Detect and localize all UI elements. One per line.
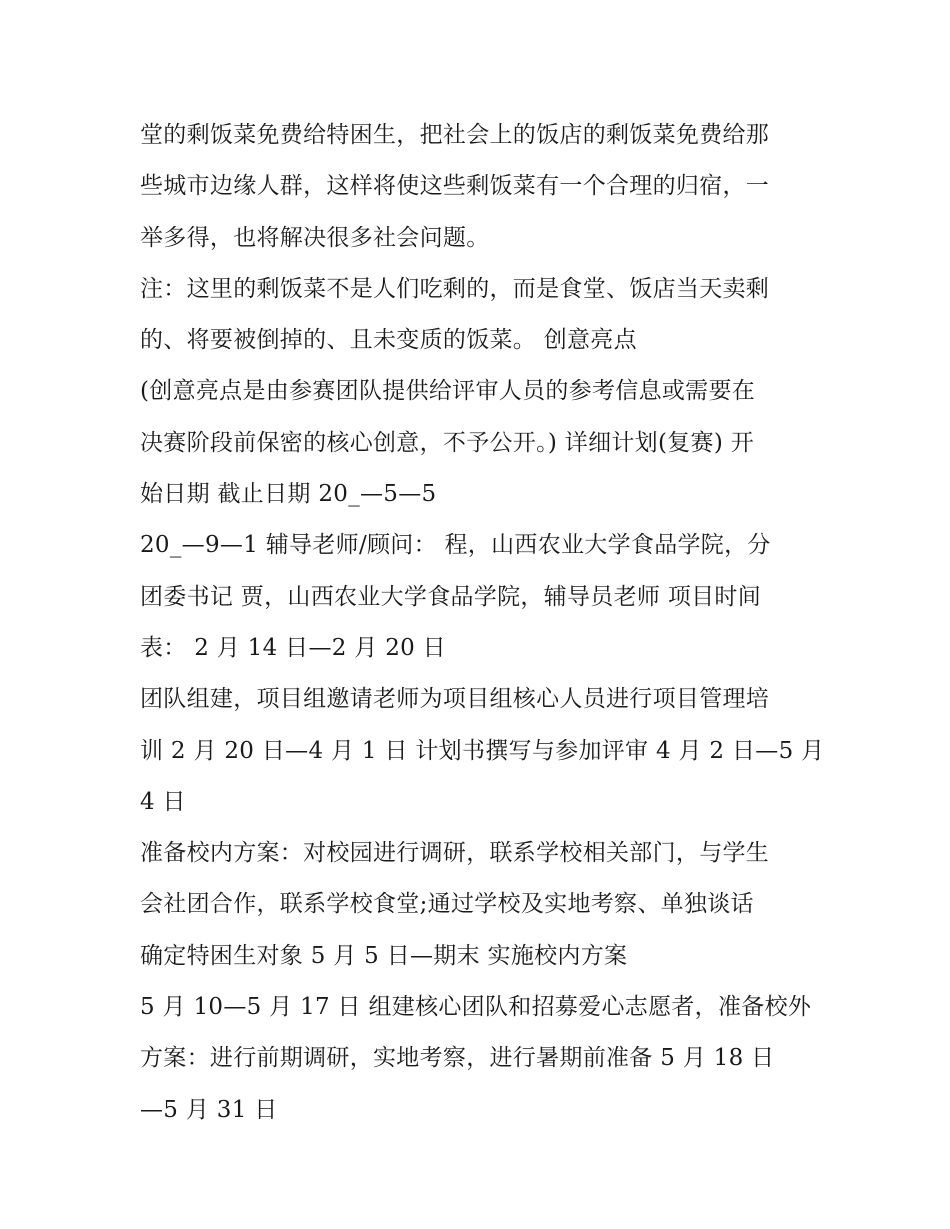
text-line: 的、将要被倒掉的、且未变质的饭菜。 创意亮点 bbox=[140, 327, 637, 354]
text-line: 团委书记 贾，山西农业大学食品学院，辅导员老师 项目时间 bbox=[140, 583, 762, 610]
text-line: 注：这里的剩饭菜不是人们吃剩的，而是食堂、饭店当天卖剩 bbox=[140, 275, 770, 302]
text-line: 决赛阶段前保密的核心创意，不予公开。) 详细计划(复赛) 开 bbox=[140, 429, 755, 456]
text-line: 训 2 月 20 日—4 月 1 日 计划书撰写与参加评审 4 月 2 日—5 月 bbox=[140, 737, 825, 764]
text-line: 方案：进行前期调研，实地考察，进行暑期前准备 5 月 18 日 bbox=[140, 1045, 775, 1072]
text-line: 会社团合作，联系学校食堂;通过学校及实地考察、单独谈话 bbox=[140, 891, 754, 918]
text-line: (创意亮点是由参赛团队提供给评审人员的参考信息或需要在 bbox=[140, 378, 756, 405]
text-line: 些城市边缘人群，这样将使这些剩饭菜有一个合理的归宿，一 bbox=[140, 173, 770, 200]
text-line: 确定特困生对象 5 月 5 日—期末 实施校内方案 bbox=[140, 942, 628, 969]
text-line: —5 月 31 日 bbox=[140, 1096, 278, 1123]
text-line: 举多得，也将解决很多社会问题。 bbox=[140, 224, 490, 251]
text-line: 表： 2 月 14 日—2 月 20 日 bbox=[140, 634, 446, 661]
text-line: 团队组建，项目组邀请老师为项目组核心人员进行项目管理培 bbox=[140, 686, 770, 713]
text-line: 20_—9—1 辅导老师/顾问： 程，山西农业大学食品学院，分 bbox=[140, 532, 771, 559]
text-line: 堂的剩饭菜免费给特困生，把社会上的饭店的剩饭菜免费给那 bbox=[140, 122, 770, 148]
text-line: 准备校内方案：对校园进行调研，联系学校相关部门，与学生 bbox=[140, 840, 770, 867]
text-line: 始日期 截止日期 20_—5—5 bbox=[140, 481, 437, 508]
document-body bbox=[140, 110, 825, 1136]
text-line: 5 月 10—5 月 17 日 组建核心团队和招募爱心志愿者，准备校外 bbox=[140, 994, 812, 1021]
text-line: 4 日 bbox=[140, 788, 186, 815]
